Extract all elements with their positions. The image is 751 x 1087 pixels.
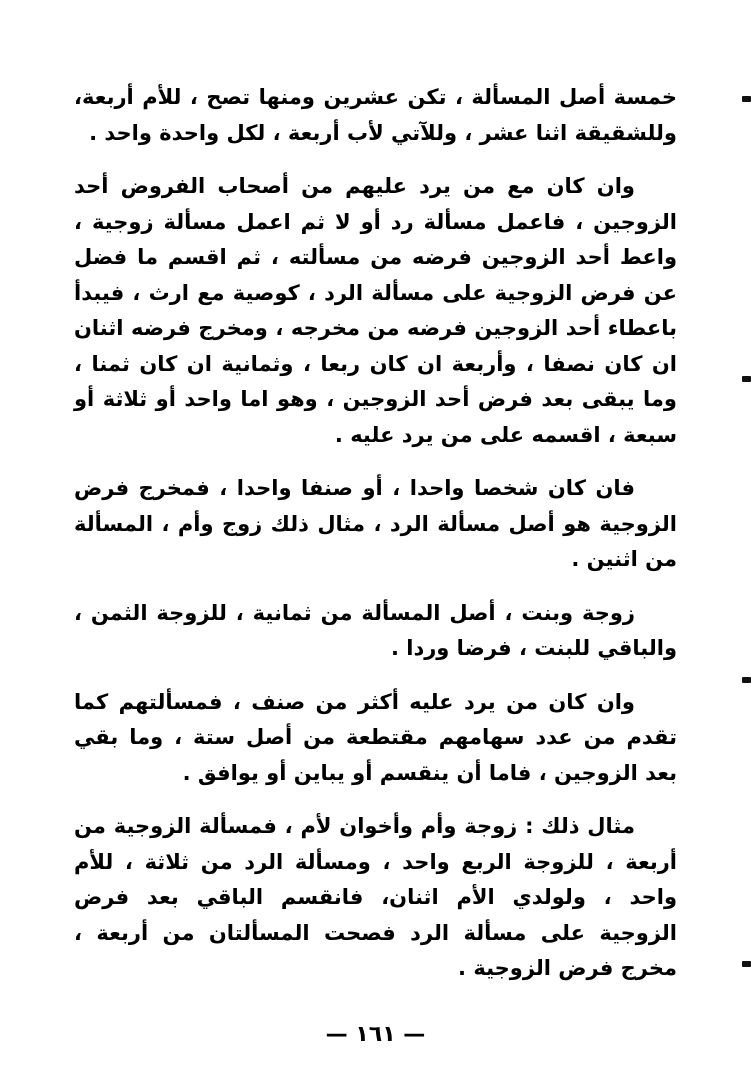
edge-mark-1 [742, 96, 751, 102]
paragraph-2: وان كان مع من يرد عليهم من أصحاب الفروض أحد الزوجين ، فاعمل مسألة رد أو لا ثم اعمل مسألة زوجية ، واعط أحد الزوجين فرضه من مسألته ، ثم اقسم ما فضل عن فرض الزوجية على مسألة الرد ، كوصية مع ارث ، فيبدأ باعطاء أحد الزوجين فرضه من مخرجه ، ومخرج فرضه اثنان ان كان نصفا ، وأربعة ان كان ربعا ، وثمانية ان كان ثمنا ، وما يبقى بعد فرض أحد الزوجين ، وهو اما واحد أو ثلاثة أو سبعة ، اقسمه على من يرد عليه . [74, 174, 677, 447]
edge-mark-3 [742, 677, 751, 683]
paragraph-3: فان كان شخصا واحدا ، أو صنفا واحدا ، فمخرج فرض الزوجية هو أصل مسألة الرد ، مثال ذلك زوج وأم ، المسألة من اثنين . [74, 476, 677, 571]
page-number: — ١٦١ — [325, 1022, 426, 1047]
paragraph-6: مثال ذلك : زوجة وأم وأخوان لأم ، فمسألة الزوجية من أربعة ، للزوجة الربع واحد ، ومسألة الرد من ثلاثة ، للأم واحد ، ولولدي الأم اثنان، فانقسم الباقي بعد فرض الزوجية على مسألة الرد فصحت المسألتان من أربعة ، مخرج فرض الزوجية . [74, 814, 677, 980]
paragraph-5: وان كان من يرد عليه أكثر من صنف ، فمسألتهم كما تقدم من عدد سهامهم مقتطعة من أصل ستة ، وما بقي بعد الزوجين ، فاما أن ينقسم أو يباين أو يوافق . [74, 689, 677, 785]
page-body [74, 80, 677, 1005]
edge-mark-2 [742, 376, 751, 382]
edge-mark-4 [742, 961, 751, 967]
paragraph-1: خمسة أصل المسألة ، تكن عشرين ومنها تصح ، للأم أربعة، وللشقيقة اثنا عشر ، وللآتي لأب أربعة ، لكل واحدة واحد . [74, 85, 677, 145]
paragraph-4: زوجة وبنت ، أصل المسألة من ثمانية ، للزوجة الثمن ، والباقي للبنت ، فرضا وردا . [74, 600, 677, 660]
